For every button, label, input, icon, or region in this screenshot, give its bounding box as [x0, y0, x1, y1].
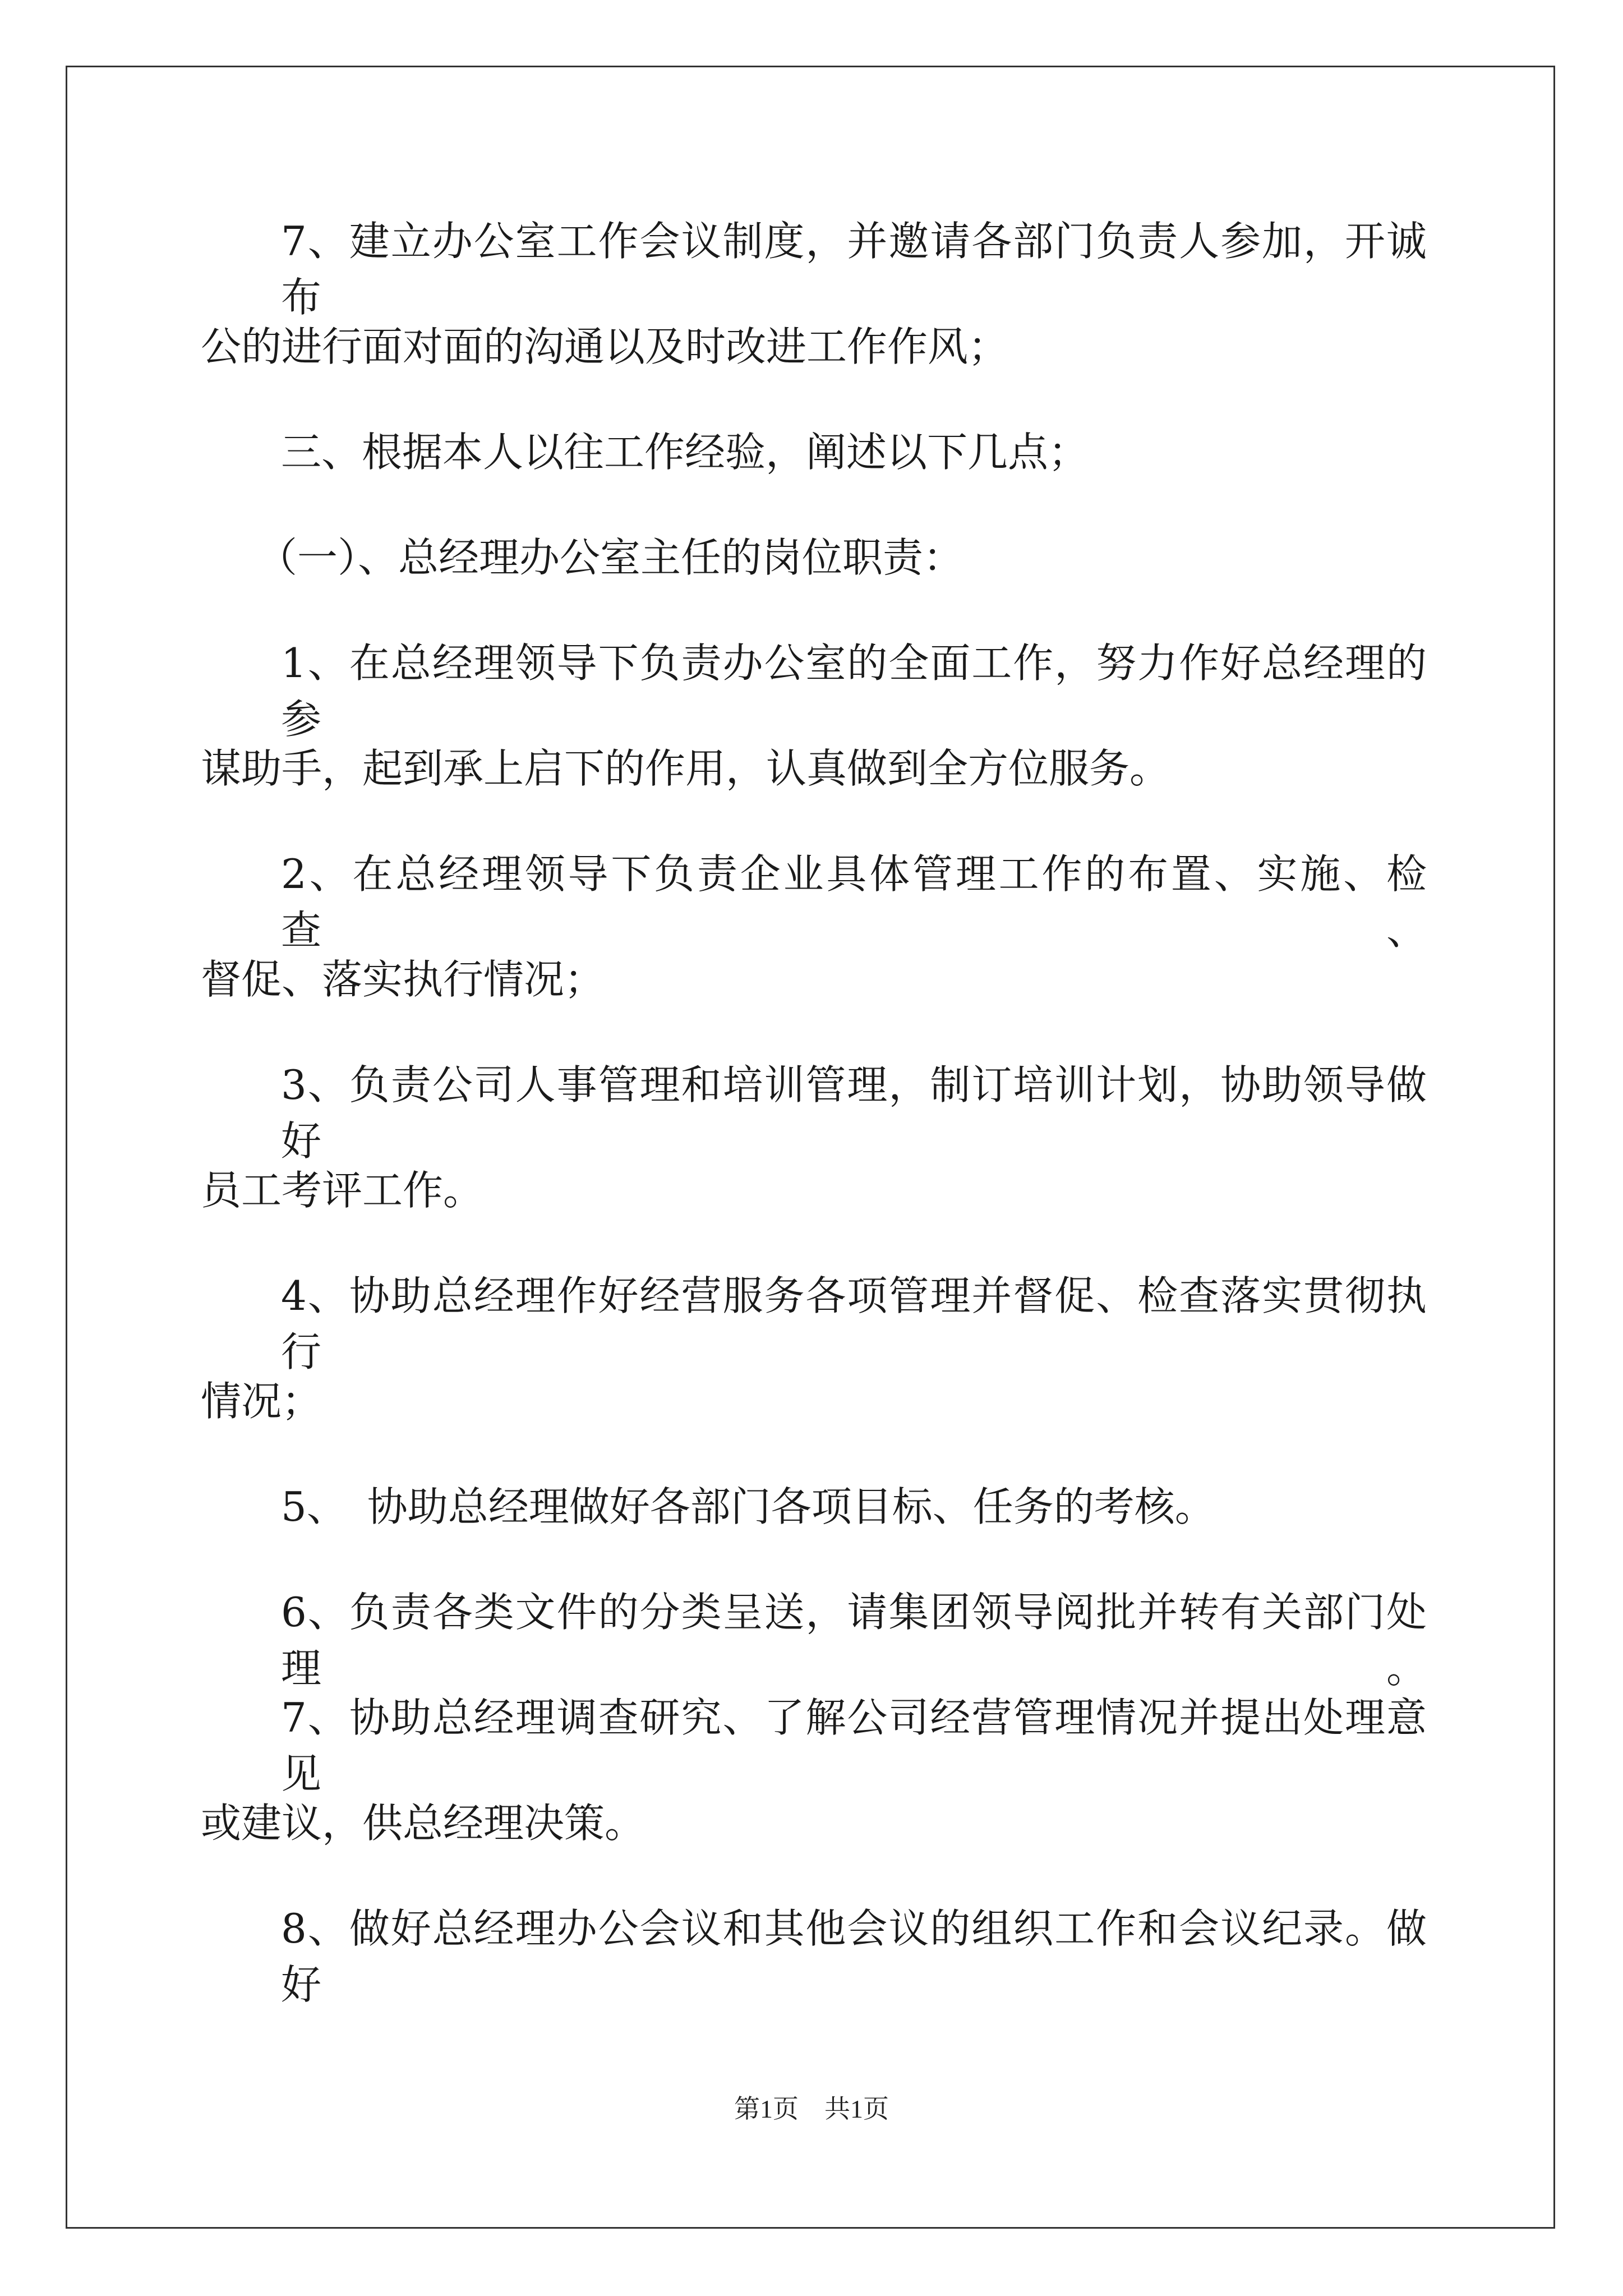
- page-number: 第1页: [734, 2095, 799, 2123]
- paragraph-line: 8、做好总经理办公会议和其他会议的组织工作和会议纪录。做好: [281, 1905, 1427, 2008]
- paragraph-line: 三、根据本人以往工作经验，阐述以下几点；: [281, 429, 1089, 476]
- paragraph-line: 或建议，供总经理决策。: [201, 1800, 645, 1847]
- paragraph-line: 谋助手，起到承上启下的作用，认真做到全方位服务。: [201, 745, 1170, 792]
- paragraph-line: 4、协助总经理作好经营服务各项管理并督促、检查落实贯彻执行: [281, 1272, 1427, 1375]
- paragraph-line: 公的进行面对面的沟通以及时改进工作作风；: [201, 323, 1009, 370]
- paragraph-line: 员工考评工作。: [201, 1167, 484, 1214]
- paragraph-line: 5、 协助总经理做好各部门各项目标、任务的考核。: [281, 1483, 1215, 1530]
- paragraph-line: （一）、总经理办公室主任的岗位职责：: [257, 534, 964, 581]
- page-footer: [0, 2092, 1623, 2126]
- paragraph-line: 3、负责公司人事管理和培训管理，制订培训计划，协助领导做好: [281, 1061, 1427, 1165]
- paragraph-line: 7、协助总经理调查研究、了解公司经营管理情况并提出处理意见: [281, 1694, 1427, 1797]
- paragraph-line: 7、建立办公室工作会议制度，并邀请各部门负责人参加，开诚布: [281, 218, 1427, 321]
- paragraph-line: 6、负责各类文件的分类呈送，请集团领导阅批并转有关部门处理。: [281, 1589, 1427, 1692]
- paragraph-line: 2、在总经理领导下负责企业具体管理工作的布置、实施、检查、: [281, 850, 1427, 954]
- paragraph-line: 情况；: [201, 1378, 322, 1425]
- paragraph-line: 督促、落实执行情况；: [201, 956, 605, 1003]
- page-total: 共1页: [824, 2095, 889, 2123]
- paragraph-line: 1、在总经理领导下负责办公室的全面工作，努力作好总经理的参: [281, 639, 1427, 743]
